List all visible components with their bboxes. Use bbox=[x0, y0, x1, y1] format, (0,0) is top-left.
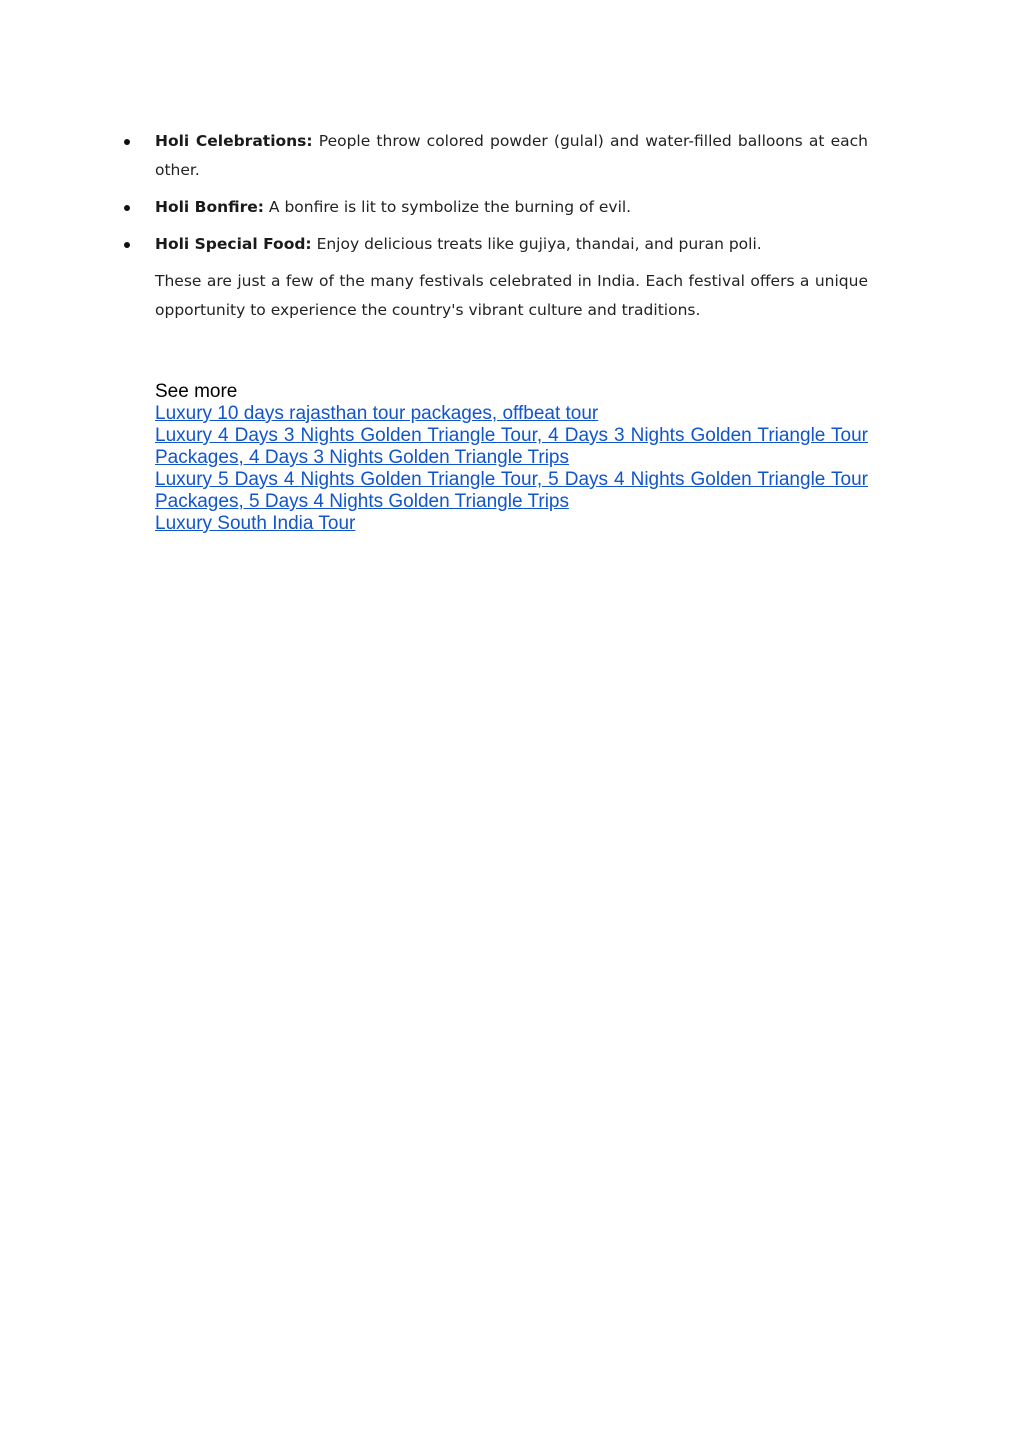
page-content bbox=[155, 127, 868, 535]
see-more-section bbox=[155, 381, 868, 535]
link-south-india-tour[interactable]: Luxury South India Tour bbox=[155, 513, 356, 534]
list-item bbox=[155, 193, 868, 222]
link-rajasthan-tour[interactable]: Luxury 10 days rajasthan tour packages, offbeat tour bbox=[155, 403, 599, 424]
closing-paragraph: These are just a few of the many festivals celebrated in India. Each festival offers a unique opportunity to experience the country's vibrant culture and traditions. bbox=[155, 272, 868, 319]
bullet-text: People throw colored powder (gulal) and water-filled balloons at each other. bbox=[155, 132, 869, 179]
holi-bullet-list bbox=[155, 127, 868, 259]
bullet-text: A bonfire is lit to symbolize the burning of evil. bbox=[263, 198, 632, 216]
list-item bbox=[155, 127, 868, 185]
see-more-heading: See more bbox=[155, 381, 238, 402]
bullet-text: Enjoy delicious treats like gujiya, thandai, and puran poli. bbox=[311, 235, 762, 253]
bullet-dot-icon bbox=[124, 205, 130, 211]
link-4-days-golden-triangle[interactable]: Luxury 4 Days 3 Nights Golden Triangle Tour, 4 Days 3 Nights Golden Triangle Tour Packages, 4 Days 3 Nights Golden Triangle Trips bbox=[155, 425, 868, 468]
bullet-dot-icon bbox=[124, 139, 130, 145]
link-5-days-golden-triangle[interactable]: Luxury 5 Days 4 Nights Golden Triangle Tour, 5 Days 4 Nights Golden Triangle Tour Packages, 5 Days 4 Nights Golden Triangle Trips bbox=[155, 469, 868, 512]
bullet-label: Holi Celebrations: bbox=[155, 132, 313, 150]
bullet-label: Holi Bonfire: bbox=[155, 198, 264, 216]
bullet-label: Holi Special Food: bbox=[155, 235, 312, 253]
bullet-dot-icon bbox=[124, 242, 130, 248]
list-item bbox=[155, 230, 868, 259]
